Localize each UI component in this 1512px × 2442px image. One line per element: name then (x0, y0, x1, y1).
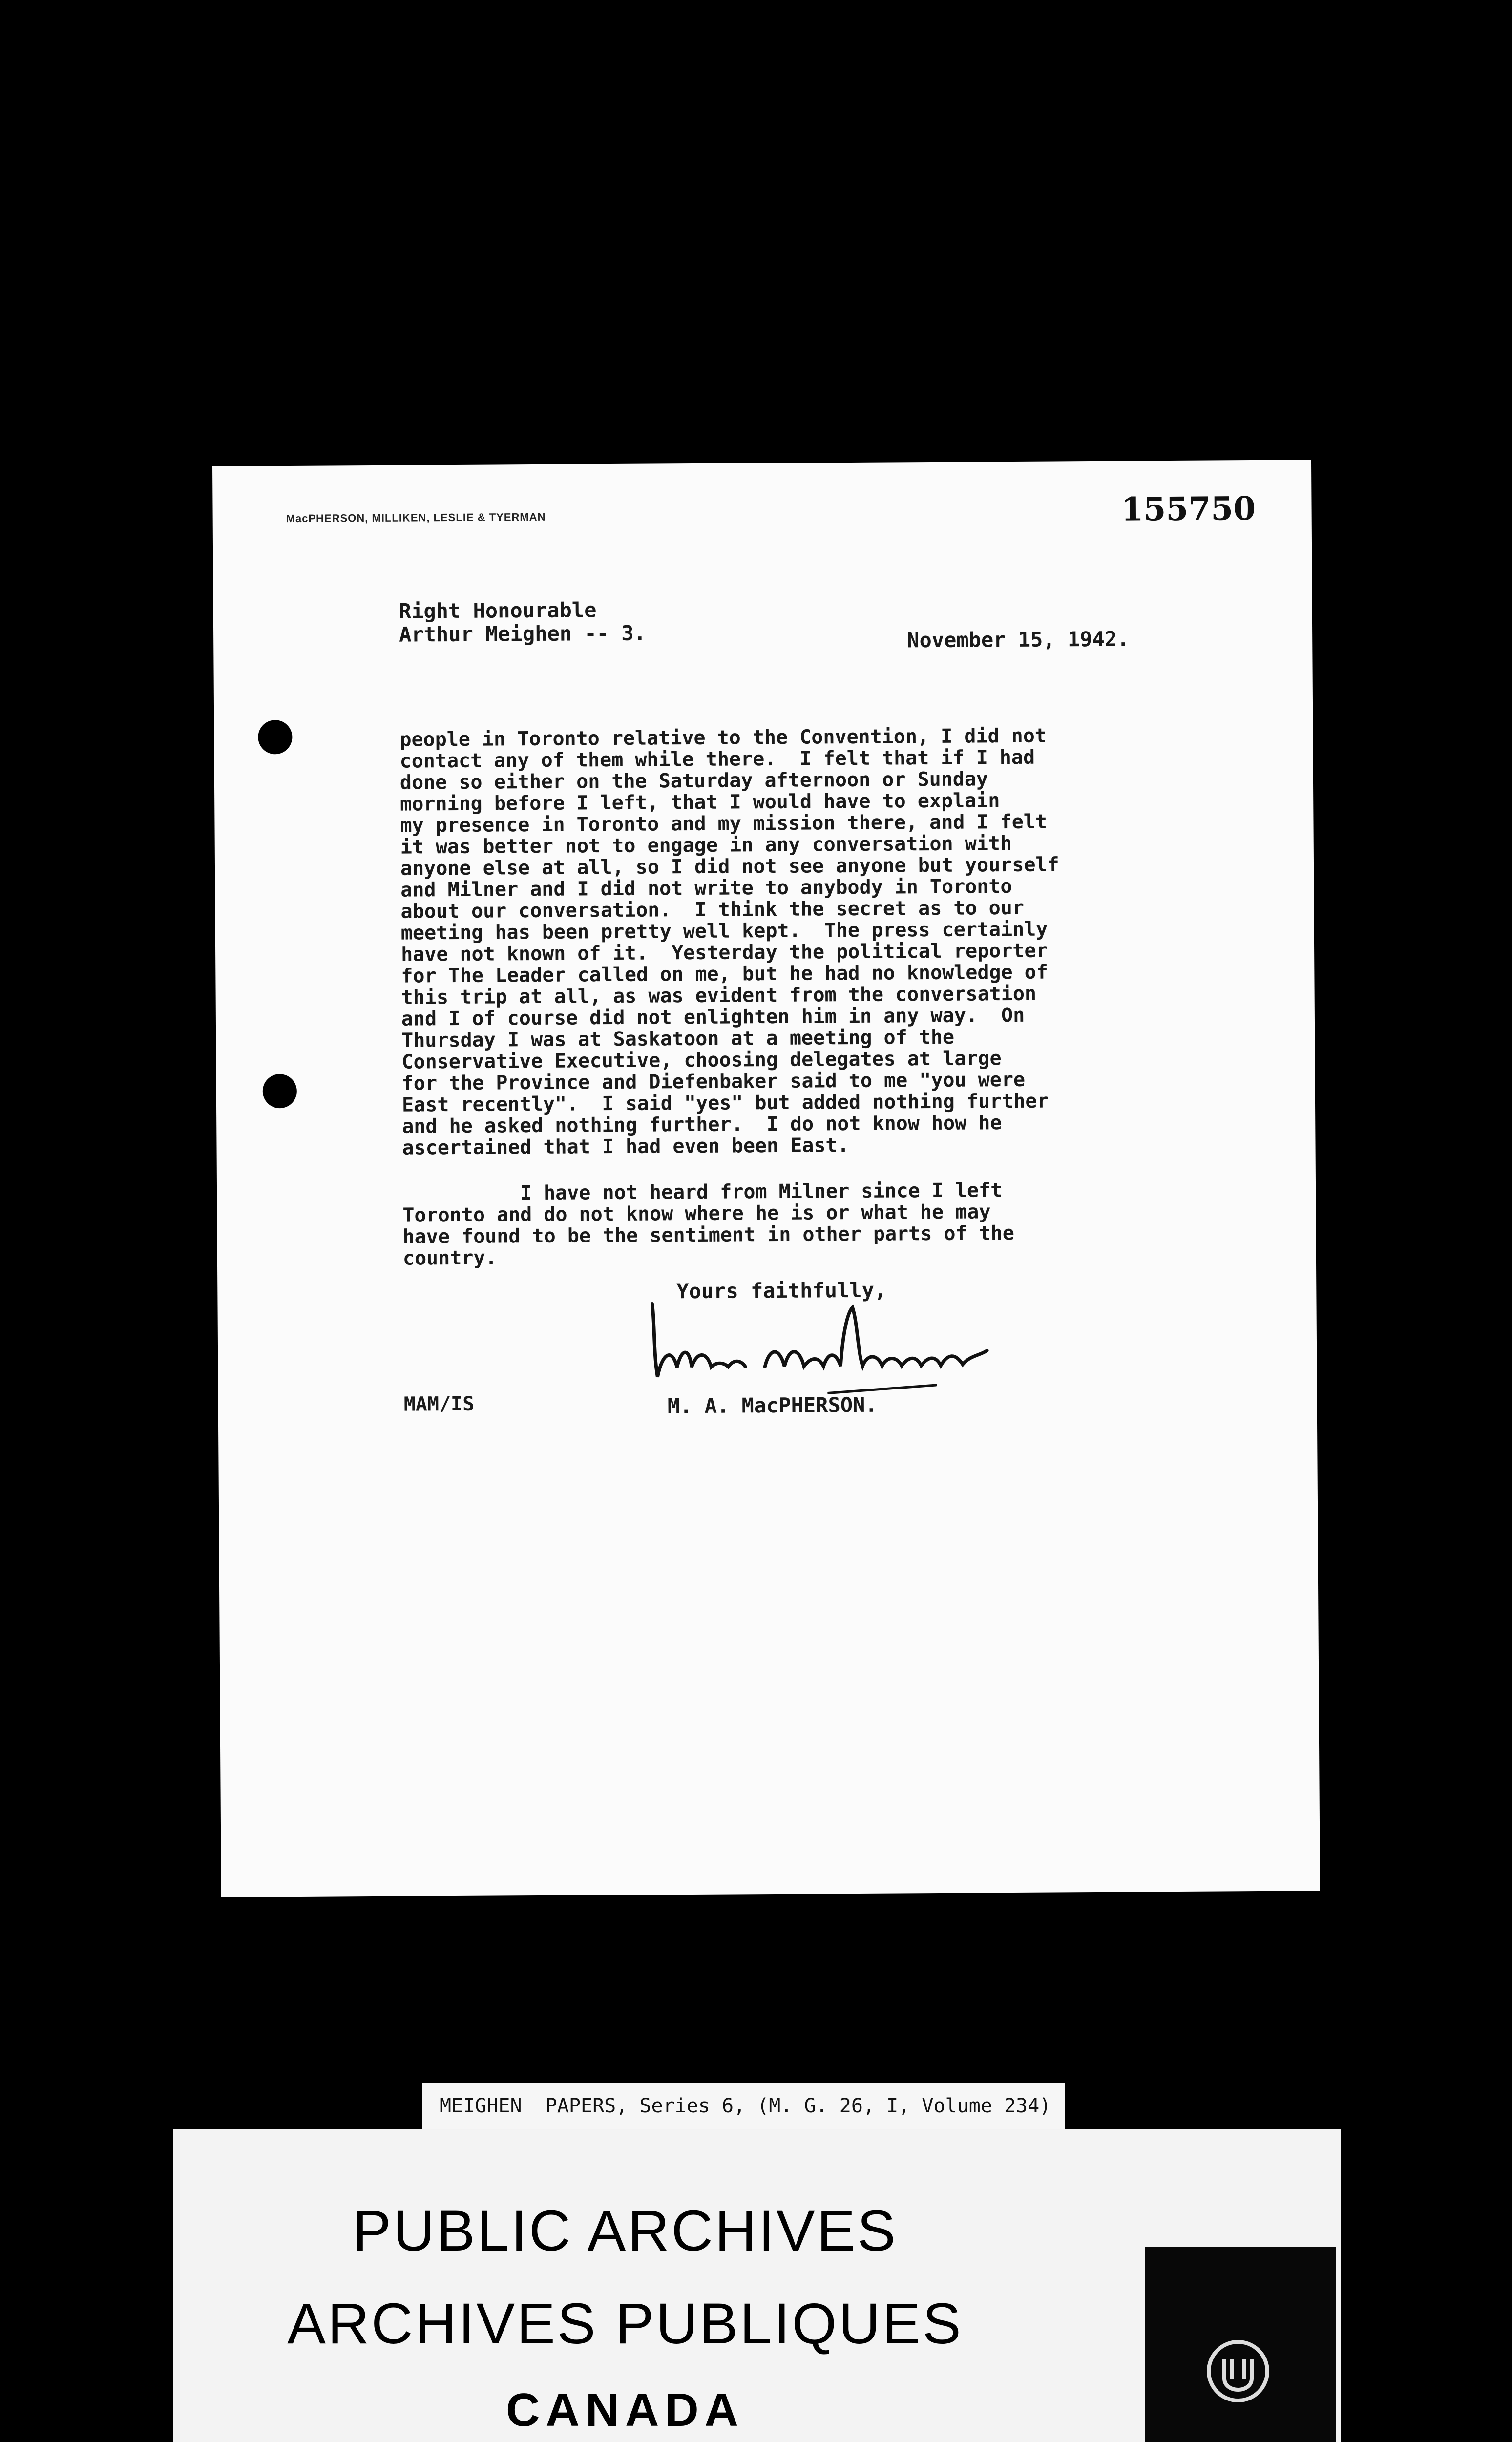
letter-date: November 15, 1942. (907, 627, 1130, 653)
addressee-line: Right Honourable (399, 598, 597, 623)
archives-title-fr: ARCHIVES PUBLIQUES (287, 2292, 963, 2356)
text-line: ascertained that I had even been East. (402, 1134, 849, 1159)
text-line: Toronto and do not know where he is or what he may (402, 1200, 991, 1227)
closing: Yours faithfully, (676, 1278, 887, 1304)
archives-title-en: PUBLIC ARCHIVES (353, 2199, 898, 2263)
text-line: East recently". I said "yes" but added nothing further (401, 1090, 1049, 1116)
text-line: I have not heard from Milner since I left (402, 1179, 1003, 1205)
text-line: have found to be the sentiment in other parts of the (402, 1222, 1015, 1248)
text-line: Conservative Executive, choosing delegates at large (401, 1047, 1002, 1074)
signer-name: M. A. MacPHERSON. (667, 1392, 878, 1418)
text-line: for The Leader called on me, but he had no knowledge of (401, 961, 1049, 988)
text-line: about our conversation. I think the secret as to our (400, 896, 1025, 923)
text-line: and Milner and I did not write to anybody in Toronto (400, 875, 1012, 902)
text-line: country. (402, 1246, 497, 1270)
text-line: and he asked nothing further. I do not know how he (402, 1112, 1002, 1138)
archives-country: CANADA (506, 2384, 744, 2436)
archives-card (173, 2129, 1341, 2442)
addressee-line: Arthur Meighen -- 3. (399, 621, 646, 647)
text-line: for the Province and Diefenbaker said to me "you were (401, 1068, 1026, 1095)
punch-hole (258, 720, 292, 754)
text-line: it was better not to engage in any conversation with (400, 832, 1012, 859)
text-line: and I of course did not enlighten him in any way. On (401, 1004, 1025, 1031)
firm-letterhead: MacPHERSON, MILLIKEN, LESLIE & TYERMAN (286, 510, 546, 525)
archive-reference-label: MEIGHEN PAPERS, Series 6, (M. G. 26, I, Volume 234) (422, 2083, 1065, 2129)
text-line: done so either on the Saturday afternoon or Sunday (399, 768, 988, 794)
text-line: my presence in Toronto and my mission there, and I felt (400, 810, 1048, 837)
text-line: have not known of it. Yesterday the political reporter (400, 939, 1048, 966)
text-line: contact any of them while there. I felt that if I had (399, 746, 1035, 773)
document-number: 155750 (1121, 489, 1256, 528)
text-line: morning before I left, that I would have to explain (400, 789, 1000, 816)
letter-page (212, 460, 1320, 1897)
typist-initials: MAM/IS (403, 1392, 475, 1416)
seal-block (1145, 2247, 1336, 2442)
addressee (399, 598, 646, 647)
archives-seal-icon (1204, 2337, 1272, 2405)
handwritten-signature (642, 1292, 1004, 1407)
text-line: Thursday I was at Saskatoon at a meeting of the (401, 1026, 955, 1052)
text-line: people in Toronto relative to the Convention, I did not (399, 724, 1047, 751)
punch-hole (263, 1074, 297, 1108)
body-paragraph (402, 1179, 1135, 1269)
text-line: anyone else at all, so I did not see anyone but yourself (400, 853, 1059, 880)
text-line: meeting has been pretty well kept. The press certainly (400, 918, 1048, 945)
text-line: this trip at all, as was evident from the conversation (401, 982, 1037, 1009)
body-paragraph (399, 725, 1134, 1159)
